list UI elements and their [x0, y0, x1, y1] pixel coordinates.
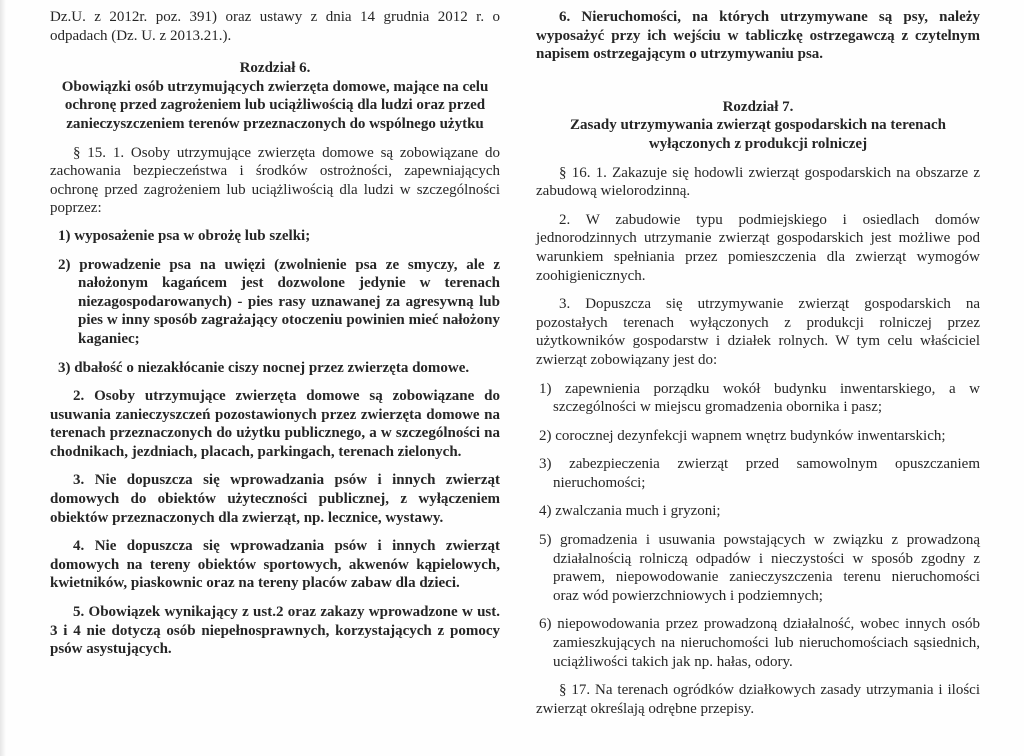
s16-list-item-5: 5) gromadzenia i usuwania powstających w związku z prowadzoną działalnością rolniczą odpadów i nieczystości w sposób zgodny z prawem, niepowodowanie zanieczyszczenia terenu nieruchomości oraz wód powierzchniowych i podziemnych; — [539, 532, 980, 604]
page-edge-shadow — [0, 0, 6, 756]
s16-list-item-2: 2) corocznej dezynfekcji wapnem wnętrz budynków inwentarskich; — [539, 427, 946, 444]
s15-list-item-2: 2) prowadzenie psa na uwięzi (zwolnienie psa ze smyczy, ale z nałożonym kagańcem jest dozwolone jedynie w terenach niezagospodarowanych) - pies rasy uznawanej za agresywną lub pies w inny sposób zagrażający otoczeniu powinien mieć nałożony kaganiec; — [58, 256, 500, 347]
section-16-para-3: 3. Dopuszcza się utrzymywanie zwierząt gospodarskich na pozostałych terenach wyłączonych z produkcji rolniczej przez użytkowników gospodarstw i działek rolnych. W tym celu właściciel zwierząt zobowiązany jest do: — [536, 296, 980, 368]
s16-list-item-4: 4) zwalczania much i gryzoni; — [539, 503, 721, 520]
section-15-lead: § 15. 1. Osoby utrzymujące zwierzęta domowe są zobowiązane do zachowania bezpieczeństwa i środków ostrożności, zapewniających ochronę przed zagrożeniem lub uciążliwością dla ludzi w szczególności poprzez: — [50, 144, 500, 217]
s16-list-item-6: 6) niepowodowania przez prowadzoną działalność, wobec innych osób zamieszkujących na nieruchomości lub nieruchomościach sąsiednich, uciążliwości takich jak np. hałas, odory. — [539, 616, 980, 670]
left-column — [50, 8, 500, 659]
right-column — [536, 8, 980, 718]
s16-list-item-3: 3) zabezpieczenia zwierząt przed samowolnym opuszczaniem nieruchomości; — [539, 456, 980, 491]
section-17: § 17. Na terenach ogródków działkowych zasady utrzymania i ilości zwierząt określają odrębne przepisy. — [536, 682, 980, 717]
section-16-para-1: § 16. 1. Zakazuje się hodowli zwierząt gospodarskich na obszarze z zabudową wielorodzinną. — [536, 164, 980, 200]
section-15-para-5: 5. Obowiązek wynikający z ust.2 oraz zakazy wprowadzone w ust. 3 i 4 nie dotyczą osób niepełnosprawnych, korzystających z pomocy psów asystujących. — [50, 604, 500, 658]
section-15-para-3: 3. Nie dopuszcza się wprowadzania psów i innych zwierząt domowych do obiektów użyteczności publicznej, z wyłączeniem obiektów przeznaczonych dla zwierząt, np. lecznice, wystawy. — [50, 472, 500, 526]
s15-list-item-3: 3) dbałość o niezakłócanie ciszy nocnej przez zwierzęta domowe. — [58, 359, 470, 376]
section-15-para-2: 2. Osoby utrzymujące zwierzęta domowe są zobowiązane do usuwania zanieczyszczeń pozostawionych przez zwierzęta domowe na terenach przeznaczonych do użytku publicznego, a w szczególności na chodnikach, jezdniach, placach, parkingach, terenach zielonych. — [50, 388, 500, 460]
chapter-7-label: Rozdział 7. — [722, 98, 794, 115]
section-15-para-6: 6. Nieruchomości, na których utrzymywane są psy, należy wyposażyć przy ich wejściu w tabliczkę ostrzegawczą z czytelnym napisem ostrzegającym o utrzymywaniu psa. — [536, 9, 980, 63]
chapter-6-label: Rozdział 6. — [239, 60, 311, 77]
section-15-para-4: 4. Nie dopuszcza się wprowadzania psów i innych zwierząt domowych na tereny obiektów sportowych, akwenów kąpielowych, kwietników, piaskownic oraz na tereny placów zabaw dla dzieci. — [50, 538, 500, 592]
section-16-para-2: 2. W zabudowie typu podmiejskiego i osiedlach domów jednorodzinnych utrzymanie zwierząt gospodarskich jest możliwe pod warunkiem spełniania przez pomieszczenia dla zwierząt wymogów zoohigienicznych. — [536, 211, 980, 284]
s16-list-item-1: 1) zapewnienia porządku wokół budynku inwentarskiego, a w szczególności w miejscu gromadzenia obornika i pasz; — [539, 380, 980, 416]
intro-paragraph: Dz.U. z 2012r. poz. 391) oraz ustawy z dnia 14 grudnia 2012 r. o odpadach (Dz. U. z 2013.21.). — [50, 9, 500, 44]
chapter-6-title: Obowiązki osób utrzymujących zwierzęta domowe, mające na celu ochronę przed zagrożeniem lub uciążliwością dla ludzi oraz przed zanieczyszczeniem terenów przeznaczonych do wspólnego użytku — [61, 78, 489, 132]
chapter-7-title: Zasady utrzymywania zwierząt gospodarskich na terenach wyłączonych z produkcji rolniczej — [570, 117, 946, 152]
s15-list-item-1: 1) wyposażenie psa w obrożę lub szelki; — [58, 227, 311, 244]
